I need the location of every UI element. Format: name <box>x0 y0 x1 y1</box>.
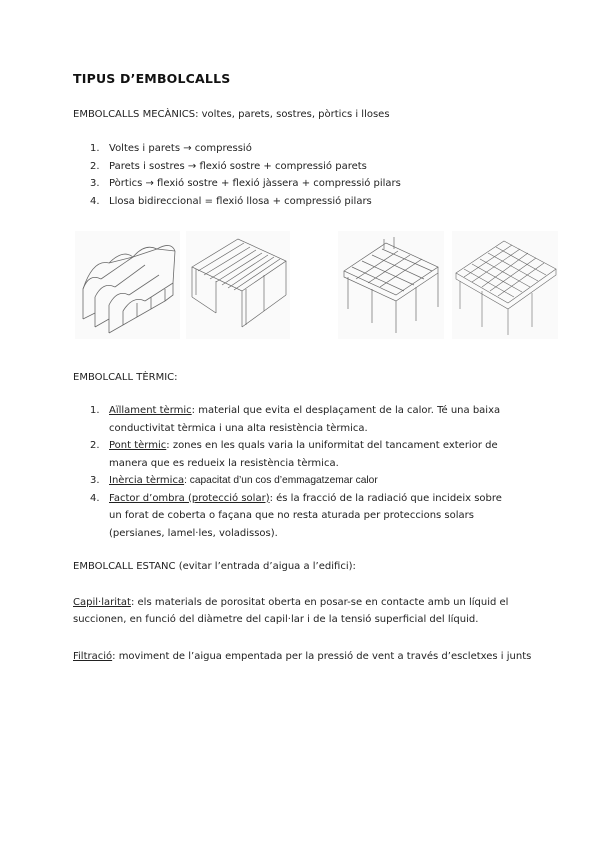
definition-text: : moviment de l’aigua empentada per la pressió de vent a través d’escletxes i junts <box>112 651 532 662</box>
list-item <box>90 472 515 490</box>
list-item <box>90 158 401 176</box>
list-number: 4. <box>90 195 100 207</box>
definition-term: Aïllament tèrmic <box>109 405 192 416</box>
list-item <box>90 437 515 472</box>
list-text: Voltes i parets → compressió <box>109 143 252 154</box>
walls-slabs-sketch <box>186 231 290 339</box>
capillarity-paragraph <box>73 594 523 628</box>
list-item <box>90 140 401 158</box>
list-item <box>90 402 515 437</box>
mechanical-list <box>90 140 401 210</box>
list-item <box>90 490 515 543</box>
page-title: TIPUS D’EMBOLCALLS <box>73 71 231 86</box>
thermal-heading: EMBOLCALL TÈRMIC: <box>73 372 178 383</box>
list-item <box>90 175 401 193</box>
list-text: Llosa bidireccional = flexió llosa + compressió pilars <box>109 195 372 207</box>
vaults-sketch <box>75 231 180 339</box>
list-number: 3. <box>90 475 100 486</box>
definition-text: : capacitat d’un cos d’emmagatzemar calor <box>184 475 378 486</box>
list-text: Pòrtics → flexió sostre + flexió jàssera + compressió pilars <box>109 178 401 189</box>
list-number: 2. <box>90 160 100 172</box>
list-number: 2. <box>90 440 100 451</box>
definition-term: Inèrcia tèrmica <box>109 475 185 486</box>
filtration-paragraph <box>73 648 533 665</box>
bidirectional-slab-sketch <box>452 231 558 339</box>
mechanical-heading: EMBOLCALLS MECÀNICS: voltes, parets, sostres, pòrtics i lloses <box>73 109 390 120</box>
list-number: 4. <box>90 492 100 504</box>
definition-term: Factor d’ombra (protecció solar) <box>109 492 270 504</box>
definition-term: Pont tèrmic <box>109 440 167 451</box>
structure-figures <box>0 231 600 339</box>
definition-term: Capil·laritat <box>73 597 131 608</box>
definition-text: : material que evita el desplaçament de la calor. Té una baixa conductivitat tèrmica i una alta resistència tèrmica. <box>109 405 501 434</box>
list-text: Parets i sostres → flexió sostre + compressió parets <box>109 160 367 172</box>
list-number: 1. <box>90 143 100 154</box>
definition-text: : és la fracció de la radiació que incideix sobre un forat de coberta o façana que no resta aturada per proteccions solars (persianes, lamel·les, voladissos). <box>109 492 502 539</box>
list-number: 1. <box>90 405 100 416</box>
definition-text: : els materials de porositat oberta en posar-se en contacte amb un líquid el succionen, en funció del diàmetre del capil·lar i de la tensió superficial del líquid. <box>73 597 509 625</box>
definition-text: : zones en les quals varia la uniformitat del tancament exterior de manera que es redueix la resistència tèrmica. <box>109 440 498 469</box>
watertight-heading: EMBOLCALL ESTANC (evitar l’entrada d’aigua a l’edifici): <box>73 561 356 572</box>
definition-term: Filtració <box>73 651 113 662</box>
thermal-list <box>90 402 515 542</box>
list-number: 3. <box>90 178 100 189</box>
frames-sketch <box>338 231 444 339</box>
list-item <box>90 193 401 211</box>
